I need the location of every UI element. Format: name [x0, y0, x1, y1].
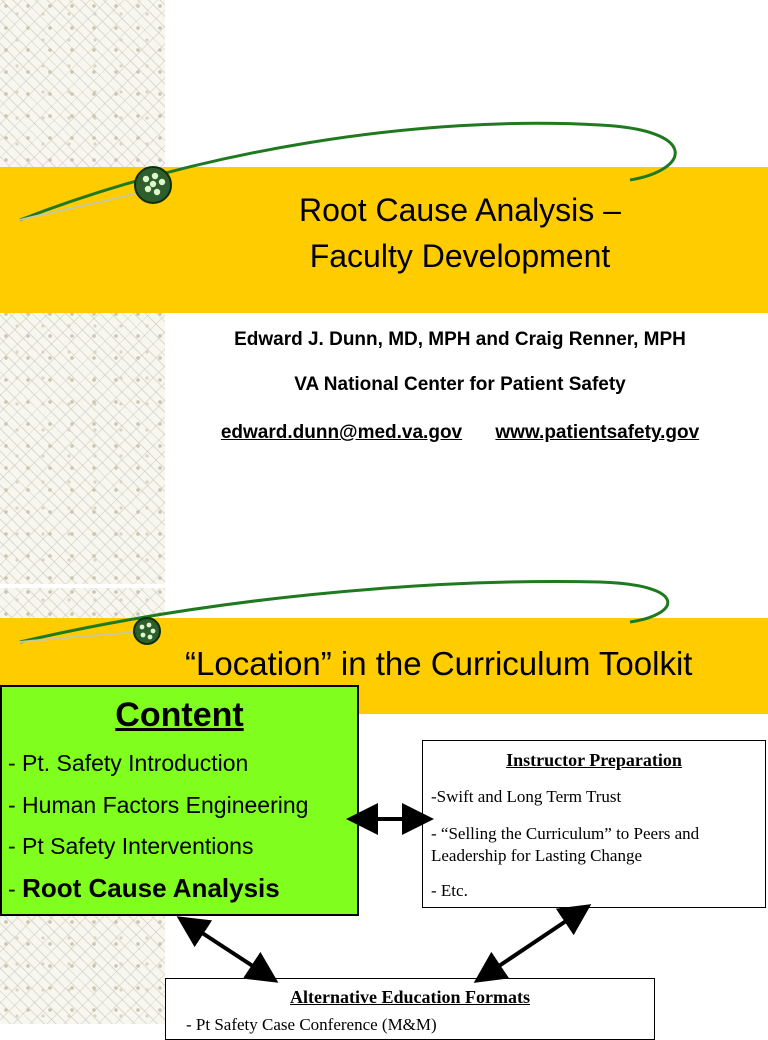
authors: Edward J. Dunn, MD, MPH and Craig Renner, MPH: [234, 329, 686, 350]
slide1-title-line1: Root Cause Analysis –: [299, 192, 621, 228]
slide2-title: “Location” in the Curriculum Toolkit: [185, 645, 693, 682]
list-item: - Pt. Safety Introduction: [8, 750, 249, 776]
prep-item: - Etc.: [431, 881, 468, 900]
prep-item: -Swift and Long Term Trust: [431, 787, 622, 806]
alternative-formats-box: [165, 978, 655, 1040]
slide1-title: [160, 187, 760, 279]
contact-links: [160, 422, 760, 444]
organization: VA National Center for Patient Safety: [294, 374, 626, 395]
content-list: [8, 743, 357, 910]
list-item: - Pt Safety Interventions: [8, 833, 254, 859]
double-arrow-icon: [190, 925, 265, 974]
double-arrow-icon: [487, 913, 578, 974]
prep-item: - “Selling the Curriculum” to Peers and Leadership for Lasting Change: [431, 824, 700, 865]
content-heading: Content: [115, 696, 244, 734]
root-cause-analysis-label: Root Cause Analysis: [22, 872, 280, 903]
email-link[interactable]: edward.dunn@med.va.gov: [220, 422, 463, 443]
alt-item: - Pt Safety Case Conference (M&M): [186, 1015, 437, 1034]
slide1-title-line2: Faculty Development: [309, 238, 611, 274]
alt-heading: Alternative Education Formats: [290, 987, 530, 1007]
list-item-highlighted: [8, 868, 357, 911]
content-box: [0, 685, 359, 916]
instructor-preparation-box: [422, 740, 766, 908]
list-item: - Human Factors Engineering: [8, 791, 309, 818]
website-link[interactable]: www.patientsafety.gov: [495, 422, 700, 443]
prep-heading: Instructor Preparation: [506, 750, 682, 770]
list-item-prefix: -: [8, 875, 23, 902]
